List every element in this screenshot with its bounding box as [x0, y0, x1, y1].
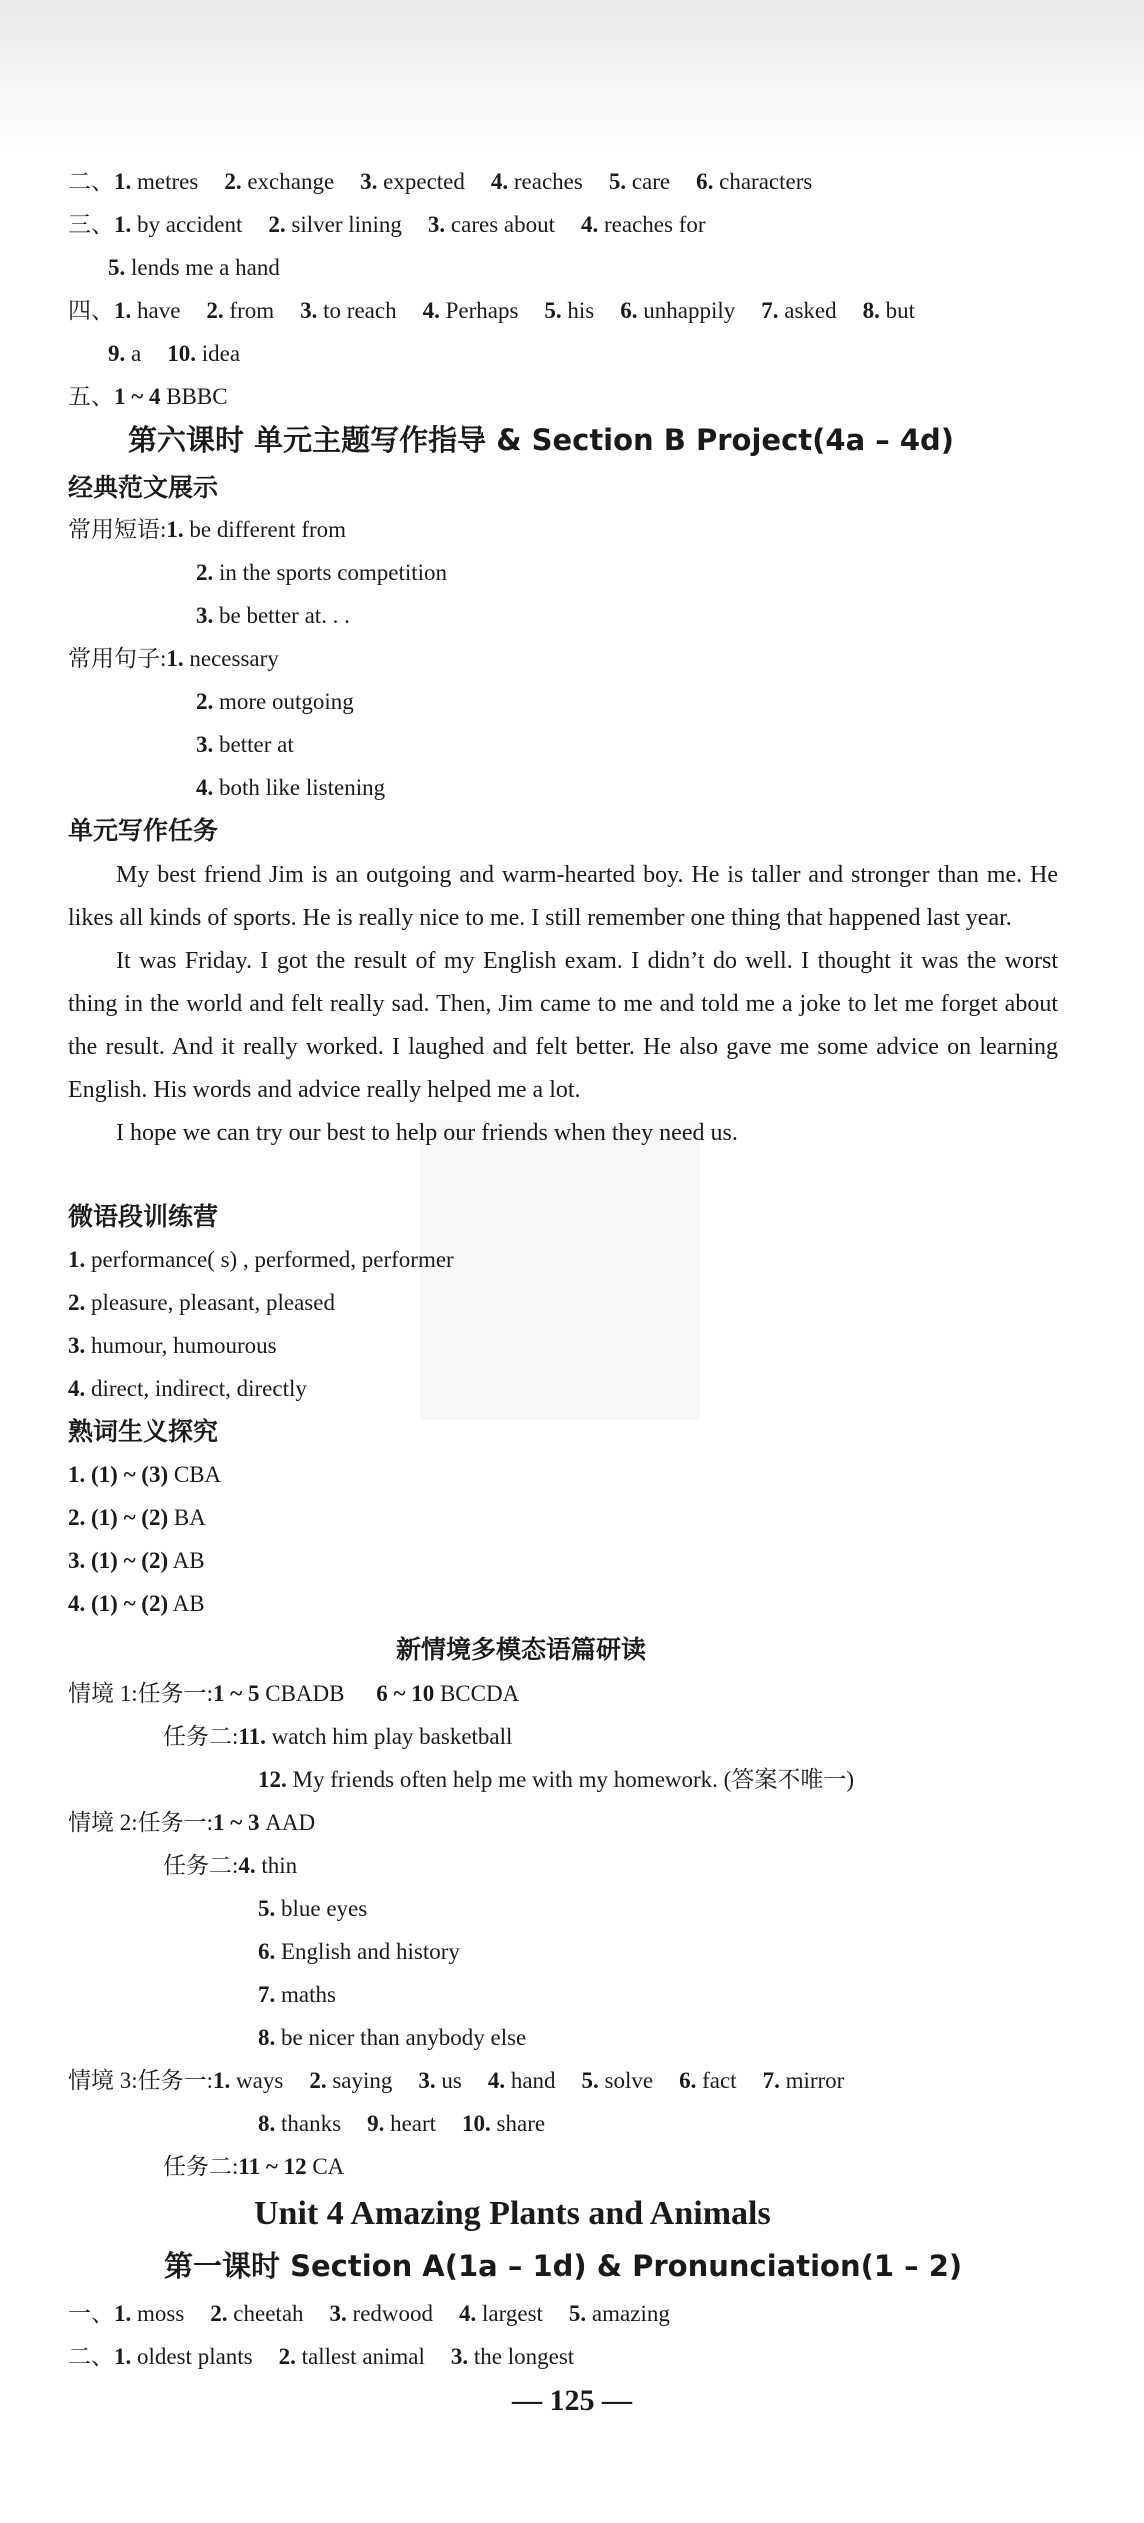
answer-text: BBBC — [160, 384, 228, 409]
answer-text: tallest animal — [295, 2344, 425, 2369]
item-number: 4. — [196, 775, 214, 800]
item-number: 5. — [258, 1896, 276, 1921]
item-number: 3. — [196, 603, 214, 628]
answer-line — [258, 1764, 854, 1796]
answer-text: thin — [255, 1853, 298, 1878]
item-number: 1. — [213, 2068, 231, 2093]
answer-text: necessary — [183, 646, 279, 671]
answer-text: BA — [168, 1505, 206, 1530]
answer-line — [108, 252, 280, 284]
item-number: 1. — [166, 646, 184, 671]
answer-line — [68, 1330, 277, 1362]
answer-line — [68, 1678, 519, 1710]
item-number: 4. — [487, 2068, 506, 2093]
answer-text: solve — [598, 2068, 654, 2093]
answer-text: oldest plants — [131, 2344, 253, 2369]
new-context-heading: 新情境多模态语篇研读 — [396, 1635, 647, 1664]
answer-text: thanks — [275, 2111, 342, 2136]
answer-line — [68, 1545, 205, 1577]
item-number: 2. — [309, 2068, 327, 2093]
answer-text: be nicer than anybody else — [275, 2025, 527, 2050]
answer-text: pleasure, pleasant, pleased — [85, 1290, 335, 1315]
answer-text: more outgoing — [213, 689, 354, 714]
answer-line — [196, 600, 350, 632]
line-label: 二、 — [68, 2344, 114, 2369]
answer-line — [258, 2022, 526, 2054]
answer-text: be better at. . . — [213, 603, 350, 628]
answer-text: exchange — [241, 169, 335, 194]
item-number: 3. — [418, 2068, 436, 2093]
answer-text: CBADB — [259, 1681, 351, 1706]
item-number: 5. — [568, 2301, 587, 2326]
micro-camp-heading: 微语段训练营 — [68, 1202, 219, 1231]
answer-text: have — [131, 298, 181, 323]
answer-text: idea — [195, 341, 241, 366]
answer-text: cheetah — [227, 2301, 304, 2326]
item-number: 4. — [459, 2301, 477, 2326]
line-label: 二、 — [68, 169, 114, 194]
lesson6-title: 第六课时 单元主题写作指导 & Section B Project(4a – 4d) — [128, 423, 955, 457]
item-number: 3. — [68, 1333, 86, 1358]
line-label: 常用句子: — [68, 646, 167, 671]
line-label: 一、 — [68, 2301, 114, 2326]
answer-line — [108, 338, 240, 370]
answer-line — [68, 1459, 221, 1491]
answer-text: expected — [377, 169, 465, 194]
item-number: 2. — [210, 2301, 228, 2326]
item-number: 11. — [238, 1724, 266, 1749]
answer-line — [68, 643, 279, 675]
answer-line — [68, 1588, 205, 1620]
answer-text: AB — [168, 1591, 205, 1616]
item-number: 5. — [581, 2068, 599, 2093]
top-shadow-band — [0, 0, 1144, 150]
answer-text: English and history — [275, 1939, 460, 1964]
writing-task-heading: 单元写作任务 — [68, 816, 219, 845]
answer-line — [68, 381, 228, 413]
answer-line — [196, 686, 354, 718]
answer-line — [196, 729, 294, 761]
answer-text: saying — [326, 2068, 393, 2093]
answer-text: CBA — [168, 1462, 222, 1487]
answer-text: heart — [384, 2111, 437, 2136]
answer-line — [68, 514, 346, 546]
item-number: 1. — [68, 1247, 86, 1272]
answer-text: hand — [505, 2068, 556, 2093]
answer-text: ways — [230, 2068, 284, 2093]
item-number: 6. — [696, 169, 714, 194]
answer-text: Perhaps — [439, 298, 519, 323]
line-label: 任务二: — [163, 1724, 239, 1749]
line-label: 任务二: — [163, 1853, 239, 1878]
familiar-words-heading: 熟词生义探究 — [68, 1417, 219, 1446]
item-number: 4. (1) ~ (2) — [68, 1591, 169, 1616]
essay-paragraph: I hope we can try our best to help our friends when they need us. — [116, 1120, 738, 1146]
model-essay — [68, 854, 1058, 1155]
answer-line — [68, 2298, 670, 2330]
answer-line — [68, 1287, 335, 1319]
item-number: 2. — [278, 2344, 296, 2369]
item-number: 6. — [620, 298, 638, 323]
answer-text: redwood — [346, 2301, 434, 2326]
line-label: 常用短语: — [68, 517, 167, 542]
item-number: 9. — [108, 341, 126, 366]
item-number: 2. — [268, 212, 286, 237]
answer-text: a — [125, 341, 142, 366]
item-number: 3. — [329, 2301, 347, 2326]
answer-line — [258, 1893, 367, 1925]
answer-text: us — [435, 2068, 462, 2093]
item-number: 2. — [206, 298, 224, 323]
answer-line — [258, 2108, 545, 2140]
answer-text: the longest — [468, 2344, 575, 2369]
item-number: 1. — [114, 212, 132, 237]
item-number: 1 ~ 4 — [114, 384, 161, 409]
answer-text: humour, humourous — [85, 1333, 277, 1358]
item-number: 8. — [862, 298, 880, 323]
answer-line — [68, 295, 915, 327]
answer-text: reaches — [508, 169, 583, 194]
answer-text: cares about — [445, 212, 555, 237]
answer-text: unhappily — [637, 298, 736, 323]
answer-text: performance( s) , performed, performer — [85, 1247, 454, 1272]
answer-text: watch him play basketball — [265, 1724, 513, 1749]
watermark — [420, 1120, 700, 1420]
item-number: 3. — [450, 2344, 469, 2369]
answer-text: to reach — [317, 298, 397, 323]
item-number: 10. — [462, 2111, 491, 2136]
essay-paragraph: It was Friday. I got the result of my English exam. I didn’t do well. I thought it was the worst thing in the world and felt really sad. Then, Jim came to me and told me a joke to let me forget about the result. And it really worked. I laughed and felt better. He also gave me some advice on learning English. His words and advice really helped me a lot. — [68, 948, 1058, 1103]
item-number: 4. — [581, 212, 599, 237]
line-label: 三、 — [68, 212, 114, 237]
model-essay-heading: 经典范文展示 — [68, 473, 219, 502]
answer-text: amazing — [586, 2301, 670, 2326]
answer-text: from — [223, 298, 275, 323]
answer-text: BCCDA — [434, 1681, 520, 1706]
answer-text: metres — [131, 169, 199, 194]
item-number: 6 ~ 10 — [376, 1681, 435, 1706]
answer-text: My friends often help me with my homework. (答案不唯一) — [286, 1767, 854, 1792]
answer-text: silver lining — [285, 212, 402, 237]
unit4-title: Unit 4 Amazing Plants and Animals — [254, 2195, 771, 2232]
answer-text: but — [879, 298, 916, 323]
item-number: 1. (1) ~ (3) — [68, 1462, 169, 1487]
item-number: 4. — [68, 1376, 86, 1401]
answer-line — [68, 1807, 315, 1839]
answer-line — [163, 1850, 297, 1882]
item-number: 8. — [258, 2025, 276, 2050]
answer-text: in the sports competition — [213, 560, 448, 585]
page-number: — 125 — — [512, 2384, 632, 2417]
answer-line — [68, 1373, 307, 1405]
answer-text: CA — [306, 2154, 345, 2179]
line-label: 情境 3:任务一: — [68, 2068, 214, 2093]
item-number: 3. — [427, 212, 446, 237]
answer-text: asked — [778, 298, 837, 323]
answer-line — [163, 1721, 512, 1753]
item-number: 5. — [108, 255, 126, 280]
answer-line — [258, 1979, 336, 2011]
item-number: 2. — [224, 169, 242, 194]
answer-text: lends me a hand — [125, 255, 280, 280]
item-number: 12. — [258, 1767, 287, 1792]
item-number: 3. (1) ~ (2) — [68, 1548, 169, 1573]
item-number: 6. — [679, 2068, 697, 2093]
essay-paragraph: My best friend Jim is an outgoing and warm-hearted boy. He is taller and stronger than me. He likes all kinds of sports. He is really nice to me. I still remember one thing that happened last year. — [68, 862, 1058, 931]
item-number: 1. — [114, 169, 132, 194]
item-number: 11 ~ 12 — [238, 2154, 307, 2179]
item-number: 1 ~ 3 — [213, 1810, 260, 1835]
answer-text: characters — [713, 169, 813, 194]
answer-text: mirror — [779, 2068, 845, 2093]
answer-line — [68, 1502, 206, 1534]
line-label: 五、 — [68, 384, 114, 409]
item-number: 4. — [422, 298, 440, 323]
answer-line — [68, 2065, 844, 2097]
item-number: 7. — [761, 298, 779, 323]
item-number: 8. — [258, 2111, 276, 2136]
answer-line — [68, 1244, 454, 1276]
item-number: 2. — [196, 689, 214, 714]
unit4-lesson1-title: 第一课时 Section A(1a – 1d) & Pronunciation(1 – 2) — [164, 2249, 963, 2283]
item-number: 1 ~ 5 — [213, 1681, 260, 1706]
answer-text: reaches for — [598, 212, 706, 237]
line-label: 情境 2:任务一: — [68, 1810, 214, 1835]
answer-line — [196, 557, 447, 589]
item-number: 2. — [68, 1290, 86, 1315]
item-number: 10. — [167, 341, 196, 366]
answer-text: share — [490, 2111, 546, 2136]
line-label: 四、 — [68, 298, 114, 323]
answer-text: fact — [696, 2068, 737, 2093]
answer-text: AB — [168, 1548, 205, 1573]
item-number: 4. — [238, 1853, 256, 1878]
item-number: 9. — [367, 2111, 385, 2136]
item-number: 1. — [114, 298, 132, 323]
item-number: 5. — [544, 298, 562, 323]
answer-text: both like listening — [213, 775, 386, 800]
answer-text: largest — [476, 2301, 543, 2326]
answer-line — [163, 2151, 344, 2183]
answer-line — [196, 772, 385, 804]
item-number: 4. — [490, 169, 509, 194]
answer-line — [258, 1936, 460, 1968]
item-number: 3. — [196, 732, 214, 757]
item-number: 1. — [114, 2301, 132, 2326]
item-number: 2. — [196, 560, 214, 585]
answer-text: maths — [275, 1982, 336, 2007]
answer-line — [68, 209, 706, 241]
item-number: 7. — [762, 2068, 780, 2093]
line-label: 情境 1:任务一: — [68, 1681, 214, 1706]
answer-text: be different from — [183, 517, 347, 542]
answer-line — [68, 2341, 574, 2373]
item-number: 3. — [300, 298, 318, 323]
item-number: 1. — [114, 2344, 132, 2369]
item-number: 2. (1) ~ (2) — [68, 1505, 169, 1530]
answer-text: direct, indirect, directly — [85, 1376, 307, 1401]
item-number: 5. — [608, 169, 627, 194]
item-number: 6. — [258, 1939, 276, 1964]
item-number: 7. — [258, 1982, 276, 2007]
answer-text: his — [561, 298, 595, 323]
item-number: 3. — [360, 169, 378, 194]
item-number: 1. — [166, 517, 184, 542]
answer-text: blue eyes — [275, 1896, 368, 1921]
answer-text: care — [626, 169, 671, 194]
line-label: 任务二: — [163, 2154, 239, 2179]
answer-text: moss — [131, 2301, 185, 2326]
answer-text: better at — [213, 732, 294, 757]
answer-line — [68, 166, 812, 198]
answer-text: by accident — [131, 212, 243, 237]
answer-text: AAD — [259, 1810, 316, 1835]
